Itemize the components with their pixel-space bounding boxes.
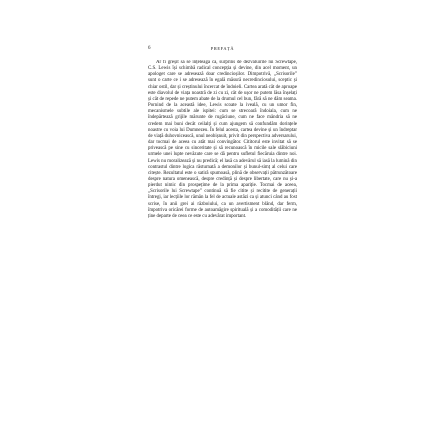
page-number: 6 — [148, 46, 151, 51]
running-head — [148, 45, 297, 53]
body-text — [148, 60, 297, 432]
paragraph: Ar fi greșit să se înțeleagă că, surprins de dezvăluirile lui Screwtape, C.S. Lewis își schimbă radical concepția și devine, din acel moment, un apologet care se adresează doar credincioșilor. Dimpotrivă, „Scrisorile” sunt o carte ce i se adresează în egală măsură necredinciosului, sceptic și chiar ostil, dar și creștinului încercat de îndoieli. Cartea arată cât de aproape este diavolul de viața noastră de zi cu zi, cât de ușor ne putem lăsa înșelați și cât de repede ne putem abate de la drumul cel bun, fără să ne dăm seama. Pornind de la această idee, Lewis scoate la iveală, cu un umor fin, mecanismele subtile ale ispitei: cum se strecoară îndoiala, cum ne îndepărtează grijile mărunte de rugăciune, cum ne face mândria să ne credem mai buni decât ceilalți și cum ajungem să confundăm dorințele noastre cu voia lui Dumnezeu. În felul acesta, cartea devine și un îndreptar de viață duhovnicească, unul neobișnuit, privit din perspectiva adversarului, dar tocmai de aceea cu atât mai convingător. Cititorul este invitat să se privească pe sine cu sinceritate și să recunoască în micile sale slăbiciuni urmele unei lupte nevăzute care se dă pentru sufletul fiecăruia dintre noi. Lewis nu moralizează și nu predică; el lasă ca adevărul să iasă la lumină din contrastul dintre logica răsturnată a demonilor și bunul-simț al celui care citește. Rezultatul este o satiră spumoasă, plină de observații pătrunzătoare despre natura omenească, despre credință și despre libertate, care nu și-a pierdut nimic din prospețime de la prima apariție. Tocmai de aceea, „Scrisorile lui Screwtape” continuă să fie citite și recitite de generații întregi, iar lecțiile lor rămân la fel de actuale astăzi ca și atunci când au fost scrise, în anii grei ai războiului, ca un avertisment blând, dar ferm, împotriva oricărei forme de autoamăgire spirituală și a comodității care ne ține departe de ceea ce este cu adevărat important. — [148, 60, 297, 219]
running-title: PREFAȚĂ — [210, 46, 235, 51]
